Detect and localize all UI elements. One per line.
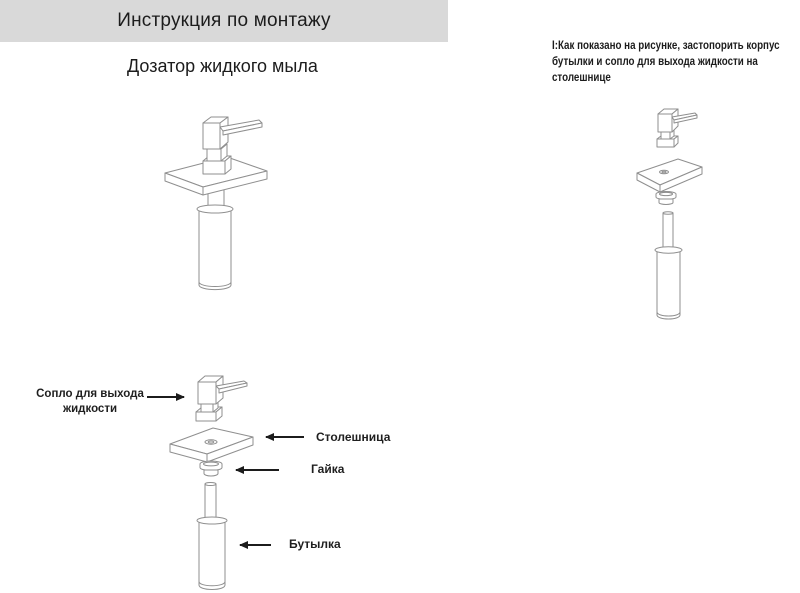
assembled-dispenser-diagram [152, 108, 287, 298]
bottle-label: Бутылка [289, 537, 341, 551]
nut-label: Гайка [311, 462, 345, 476]
instruction-line: I:Как показано на рисунке, застопорить корпус [552, 40, 780, 52]
bottle-drawing [655, 212, 682, 319]
countertop-plate-drawing [637, 159, 702, 192]
pump-head-drawing [196, 376, 247, 421]
bottle-drawing [197, 483, 227, 590]
bottle-drawing [197, 205, 233, 290]
pump-head-drawing [657, 109, 697, 147]
instruction-line: столешнице [552, 72, 611, 84]
nozzle-label-line: Сопло для выхода [36, 388, 144, 400]
hex-nut-drawing [656, 192, 676, 205]
page-title: Инструкция по монтажу [117, 10, 331, 31]
page-subtitle: Дозатор жидкого мыла [127, 56, 318, 76]
header-bar [0, 0, 448, 42]
hex-nut-drawing [200, 461, 222, 476]
instruction-step-text [552, 38, 780, 86]
nozzle-label [36, 387, 144, 417]
countertop-label: Столешница [316, 430, 391, 444]
exploded-dispenser-diagram [628, 104, 713, 328]
countertop-plate-drawing [170, 428, 253, 462]
nozzle-label-line: жидкости [62, 403, 118, 415]
instruction-line: бутылки и сопло для выхода жидкости на [552, 56, 758, 68]
